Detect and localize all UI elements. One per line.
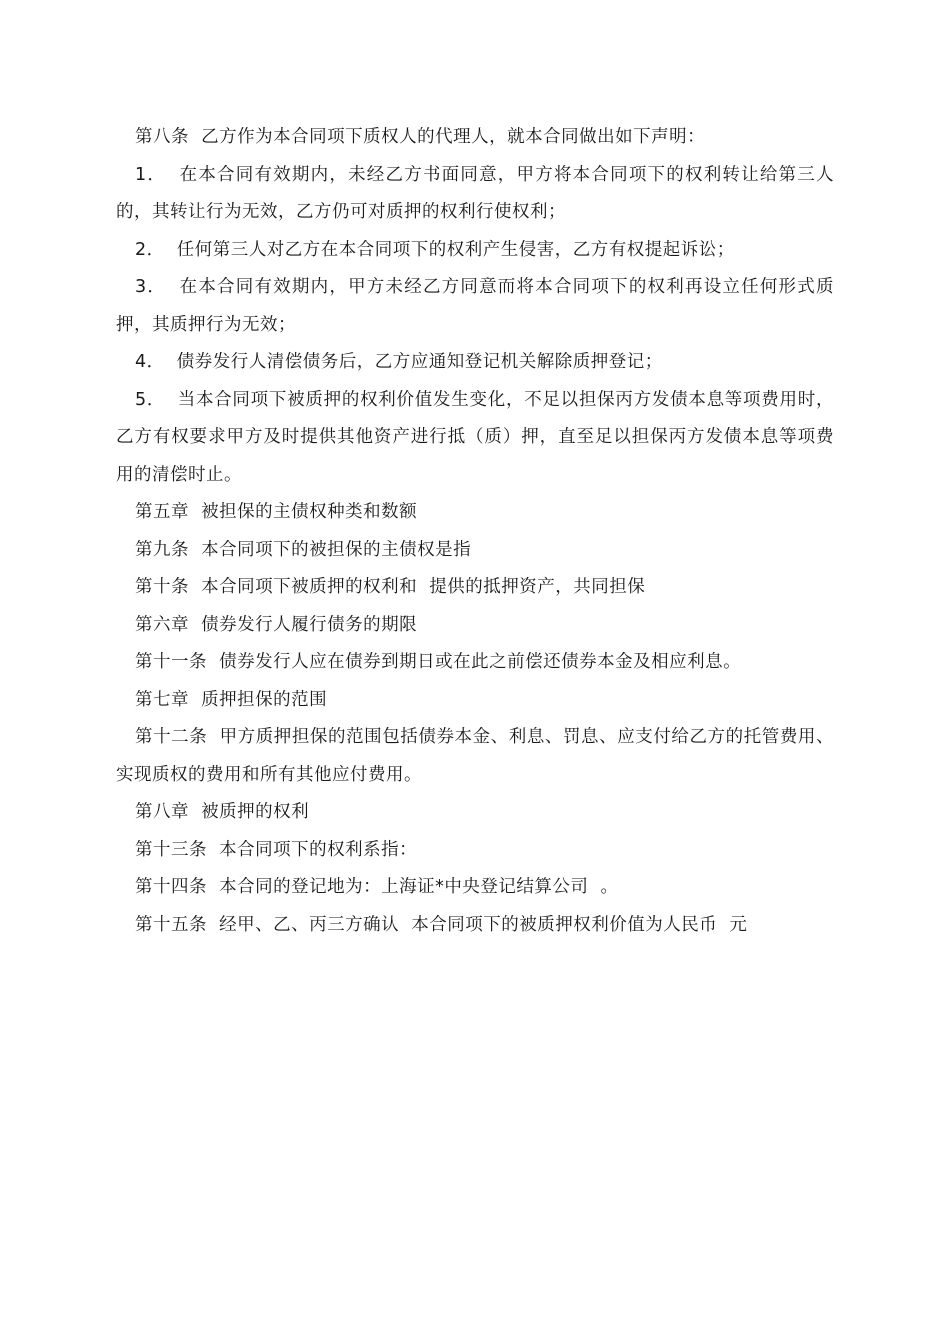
clause-8-item-3: 3． 在本合同有效期内，甲方未经乙方同意而将本合同项下的权利再设立任何形式质押，其质押行为无效； [116, 277, 834, 335]
chapter-5-heading: 第五章 被担保的主债权种类和数额 [135, 502, 418, 522]
clause-8-item-4: 4． 债券发行人清偿债务后，乙方应通知登记机关解除质押登记； [135, 352, 663, 372]
clause-8-heading: 第八条 乙方作为本合同项下质权人的代理人，就本合同做出如下声明： [135, 127, 706, 147]
clause-8-item-2: 2． 任何第三人对乙方在本合同项下的权利产生侵害，乙方有权提起诉讼； [135, 239, 735, 260]
clause-11: 第十一条 债券发行人应在债券到期日或在此之前偿还债券本金及相应利息。 [135, 652, 742, 672]
clause-8-item-1: 1． 在本合同有效期内，未经乙方书面同意，甲方将本合同项下的权利转让给第三人的，其转让行为无效，乙方仍可对质押的权利行使权利； [116, 164, 834, 222]
document-body [116, 119, 834, 944]
clause-12: 第十二条 甲方质押担保的范围包括债券本金、利息、罚息、应支付给乙方的托管费用、实现质权的费用和所有其他应付费用。 [116, 727, 834, 785]
clause-14: 第十四条 本合同的登记地为：上海证*中央登记结算公司 。 [135, 877, 619, 897]
clause-9: 第九条 本合同项下的被担保的主债权是指 [135, 539, 472, 560]
clause-15: 第十五条 经甲、乙、丙三方确认 本合同项下的被质押权利价值为人民币 元 [135, 914, 748, 935]
clause-10: 第十条 本合同项下被质押的权利和 提供的抵押资产，共同担保 [135, 577, 646, 597]
chapter-8-heading: 第八章 被质押的权利 [135, 802, 310, 822]
clause-13: 第十三条 本合同项下的权利系指： [135, 839, 418, 860]
chapter-6-heading: 第六章 债券发行人履行债务的期限 [135, 614, 418, 635]
clause-8-item-5: 5． 当本合同项下被质押的权利价值发生变化，不足以担保丙方发债本息等项费用时，乙方有权要求甲方及时提供其他资产进行抵（质）押，直至足以担保丙方发债本息等项费用的清偿时止。 [116, 389, 834, 485]
chapter-7-heading: 第七章 质押担保的范围 [135, 689, 328, 710]
